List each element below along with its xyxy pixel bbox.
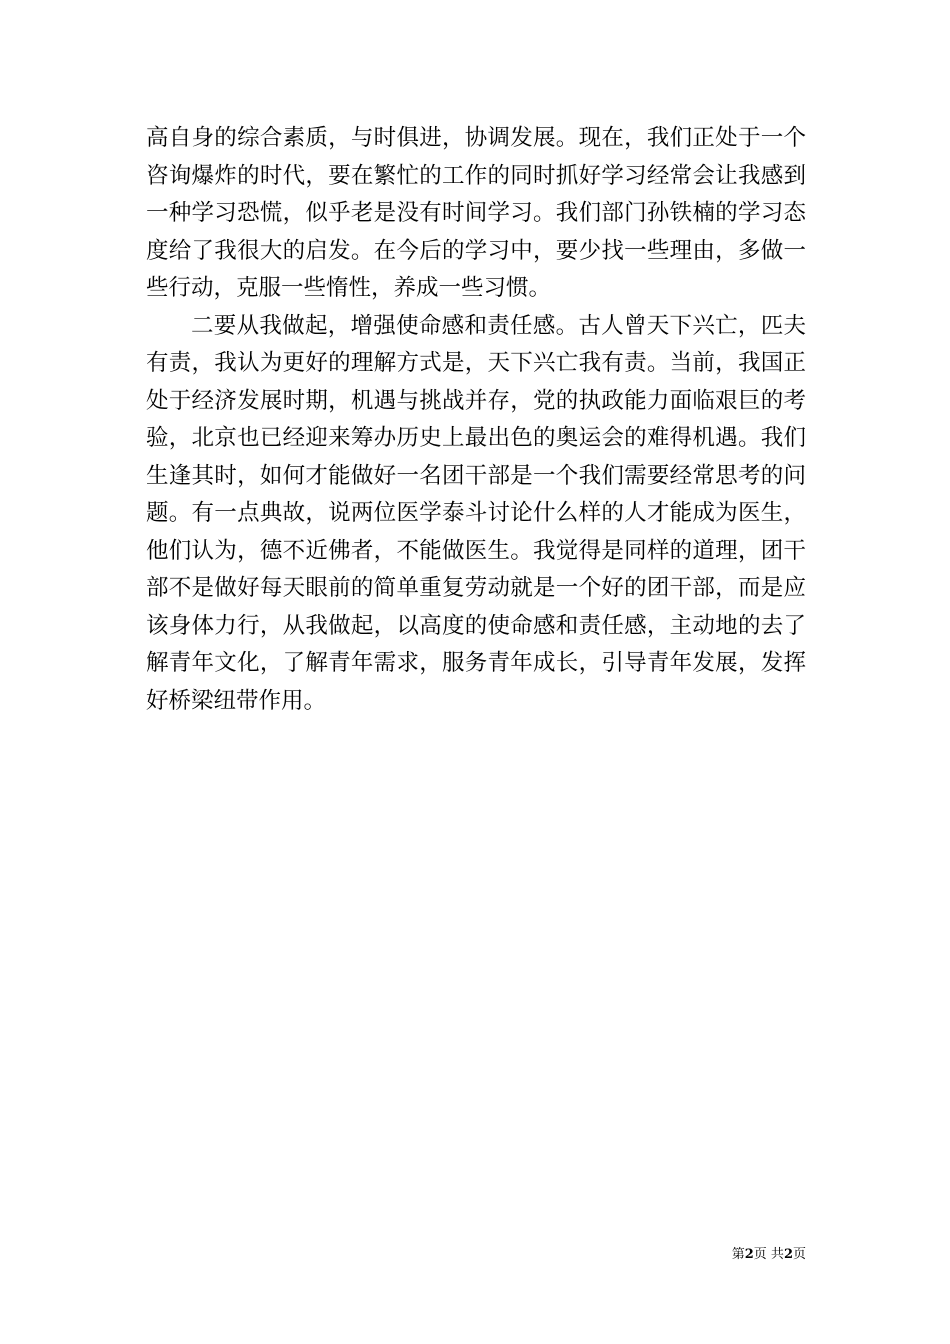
- footer-current-page: 2: [744, 1247, 754, 1262]
- footer-total-pages: 2: [783, 1247, 793, 1262]
- footer-middle: 页 共: [753, 1247, 784, 1262]
- paragraph-responsibility: 二要从我做起，增强使命感和责任感。古人曾天下兴亡，匹夫有责，我认为更好的理解方式是，天下兴亡我有责。当前，我国正处于经济发展时期，机遇与挑战并存，党的执政能力面临艰巨的考验，北京也已经迎来筹办历史上最出色的奥运会的难得机遇。我们生逢其时，如何才能做好一名团干部是一个我们需要经常思考的问题。有一点典故，说两位医学泰斗讨论什么样的人才能成为医生，他们认为，德不近佛者，不能做医生。我觉得是同样的道理，团干部不是做好每天眼前的简单重复劳动就是一个好的团干部，而是应该身体力行，从我做起，以高度的使命感和责任感，主动地的去了解青年文化，了解青年需求，服务青年成长，引导青年发展，发挥好桥梁纽带作用。: [146, 312, 806, 714]
- document-body: [146, 120, 806, 720]
- page-number-footer: [700, 1247, 806, 1263]
- footer-prefix: 第: [731, 1247, 745, 1262]
- paragraph-continuation: 高自身的综合素质，与时俱进，协调发展。现在，我们正处于一个咨询爆炸的时代，要在繁忙的工作的同时抓好学习经常会让我感到一种学习恐慌，似乎老是没有时间学习。我们部门孙铁楠的学习态度给了我很大的启发。在今后的学习中，要少找一些理由，多做一些行动，克服一些惰性，养成一些习惯。: [146, 125, 806, 301]
- footer-suffix: 页: [792, 1247, 806, 1262]
